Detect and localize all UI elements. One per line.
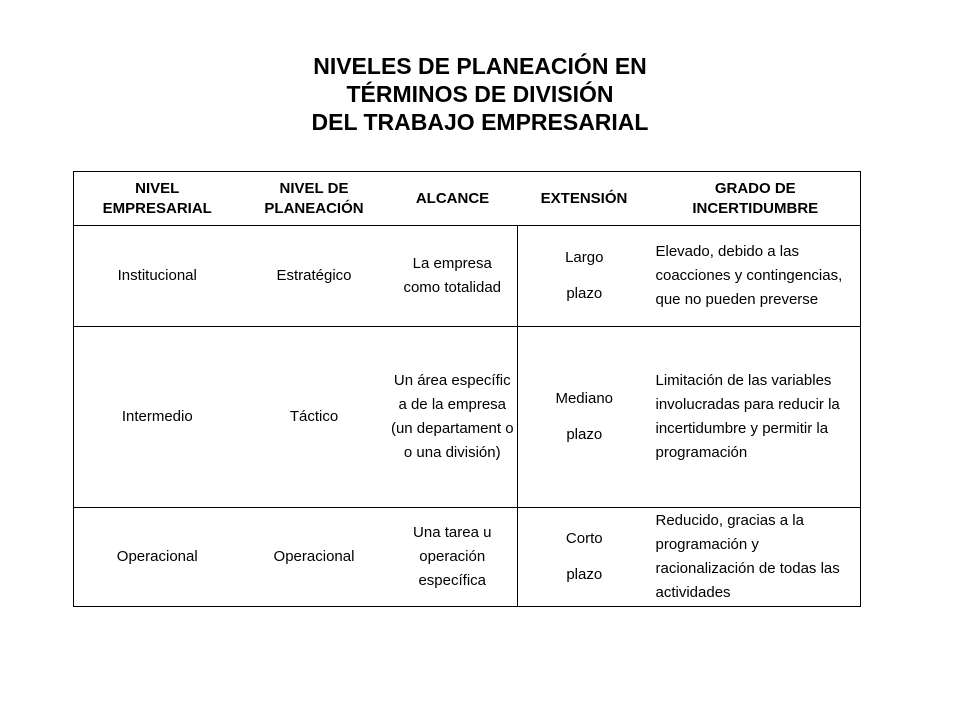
extension-line-1: Mediano — [555, 390, 614, 407]
cell-extension — [518, 327, 651, 508]
cell-extension — [518, 226, 651, 327]
cell-alcance: Una tarea u operación específica — [388, 508, 518, 607]
cell-grado: Reducido, gracias a la programación y racionalización de todas las actividades — [651, 508, 861, 607]
cell-extension — [518, 508, 651, 607]
extension-line-1: Largo — [565, 249, 604, 266]
cell-nivel-planeacion: Táctico — [241, 327, 388, 508]
cell-grado: Elevado, debido a las coacciones y contingencias, que no pueden preverse — [651, 226, 861, 327]
page-title — [0, 52, 960, 136]
header-grado-incertidumbre: GRADO DE INCERTIDUMBRE — [651, 172, 861, 226]
header-nivel-empresarial: NIVEL EMPRESARIAL — [74, 172, 241, 226]
header-nivel-planeacion: NIVEL DE PLANEACIÓN — [241, 172, 388, 226]
title-line-3: DEL TRABAJO EMPRESARIAL — [311, 109, 649, 135]
table-row — [74, 226, 861, 327]
extension-line-1: Corto — [565, 530, 603, 547]
extension-line-2: plazo — [566, 566, 603, 583]
cell-nivel-planeacion: Operacional — [241, 508, 388, 607]
cell-alcance: La empresa como totalidad — [388, 226, 518, 327]
title-line-1: NIVELES DE PLANEACIÓN EN — [313, 53, 647, 79]
header-extension: EXTENSIÓN — [518, 172, 651, 226]
header-alcance: ALCANCE — [388, 172, 518, 226]
cell-nivel-planeacion: Estratégico — [241, 226, 388, 327]
cell-nivel-empresarial: Operacional — [74, 508, 241, 607]
cell-alcance: Un área específica de la empresa (un departament o o una división) — [388, 327, 518, 508]
table-header-row — [74, 172, 861, 226]
title-line-2: TÉRMINOS DE DIVISIÓN — [346, 81, 614, 107]
cell-grado: Limitación de las variables involucradas para reducir la incertidumbre y permitir la programación — [651, 327, 861, 508]
table-row — [74, 327, 861, 508]
table-row — [74, 508, 861, 607]
cell-nivel-empresarial: Institucional — [74, 226, 241, 327]
extension-line-2: plazo — [566, 426, 603, 443]
extension-line-2: plazo — [566, 285, 603, 302]
cell-nivel-empresarial: Intermedio — [74, 327, 241, 508]
planning-levels-table — [73, 171, 861, 607]
